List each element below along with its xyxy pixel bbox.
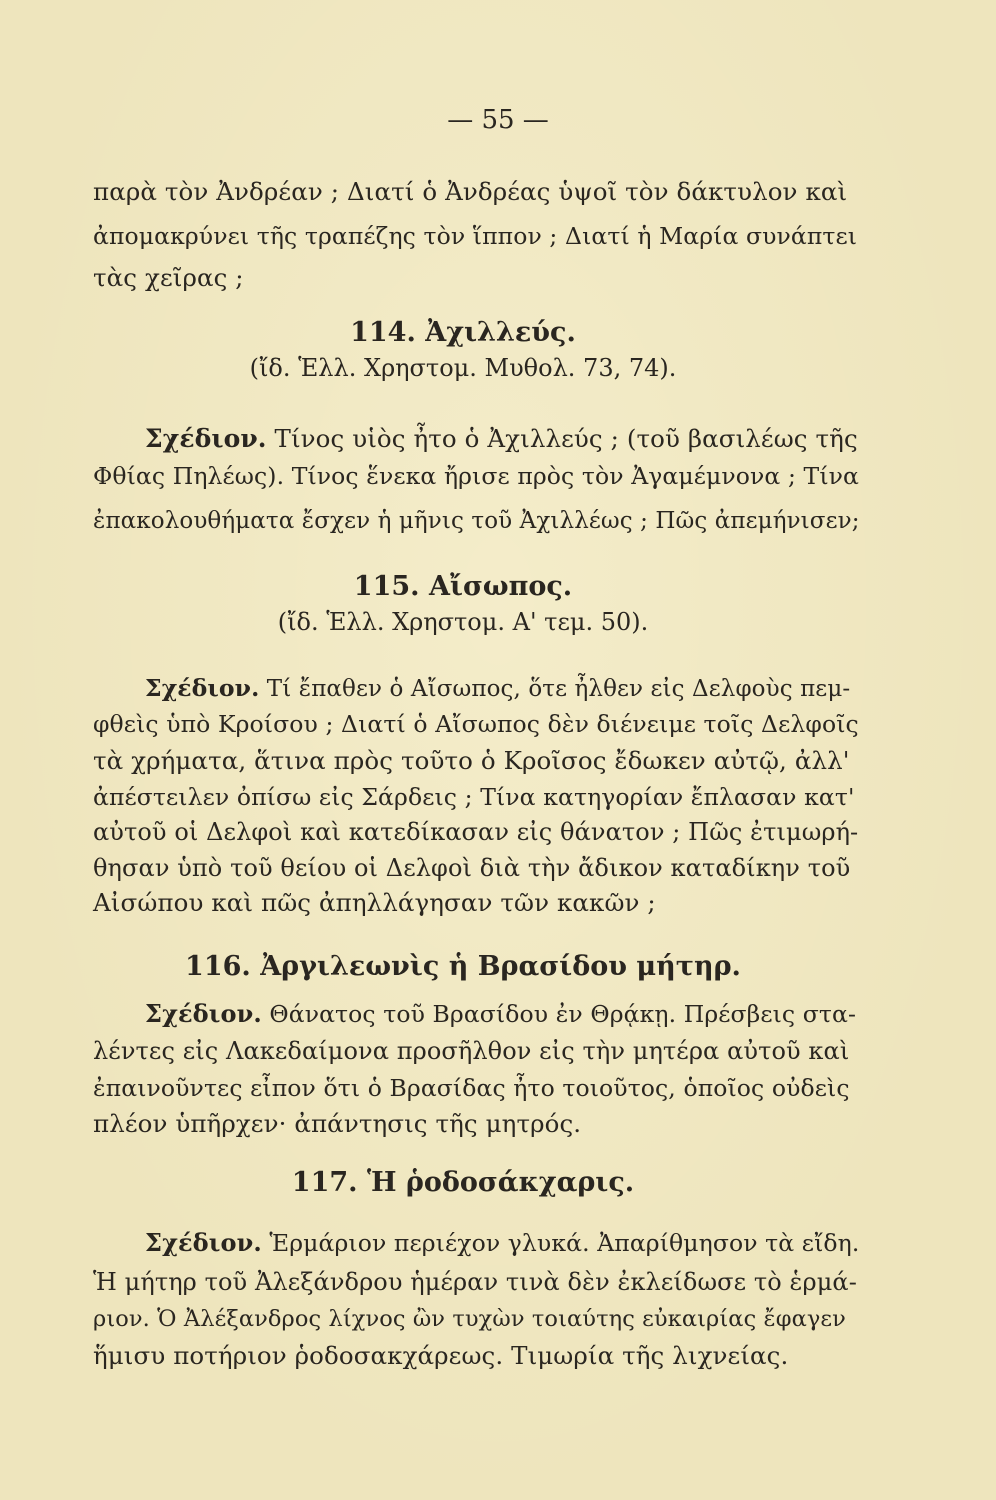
text-line: λέντες εἰς Λακεδαίμονα προσῆλθον εἰς τὴν μητέρα αὐτοῦ καὶ: [93, 1037, 850, 1065]
text-line: πλέον ὑπῆρχεν· ἀπάντησις τῆς μητρός.: [93, 1109, 582, 1138]
section-title-116: 116. Ἀργιλεωνὶς ἡ Βρασίδου μήτηρ.: [185, 951, 741, 982]
text-line: Αἰσώπου καὶ πῶς ἀπηλλάγησαν τῶν κακῶν ;: [93, 888, 656, 917]
text-line: φθεὶς ὑπὸ Κροίσου ; Διατί ὁ Αἴσωπος δὲν διένειμε τοῖς Δελφοῖς: [93, 710, 859, 738]
text-line: θησαν ὑπὸ τοῦ θείου οἱ Δελφοὶ διὰ τὴν ἄδικον καταδίκην τοῦ: [93, 854, 851, 882]
text-line: ἥμισυ ποτήριον ῥοδοσακχάρεως. Τιμωρία τῆς λιχνείας.: [93, 1341, 789, 1370]
section-source-114: (ἴδ. Ἑλλ. Χρηστομ. Μυθολ. 73, 74).: [249, 354, 677, 382]
text-line: Ἡ μήτηρ τοῦ Ἀλεξάνδρου ἡμέραν τινὰ δὲν ἐκλείδωσε τὸ ἑρμά-: [93, 1268, 857, 1296]
section-title-115: 115. Αἴσωπος.: [353, 571, 573, 602]
text-line: ἐπακολουθήματα ἔσχεν ἡ μῆνις τοῦ Ἀχιλλέως ; Πῶς ἀπεμήνισεν;: [93, 508, 860, 534]
paragraph-first-line: [145, 672, 850, 705]
text-line: Θάνατος τοῦ Βρασίδου ἐν Θρᾴκῃ. Πρέσβεις στα-: [269, 1000, 857, 1028]
text-line: Τίνος υἱὸς ἦτο ὁ Ἀχιλλεύς ; (τοῦ βασιλέως τῆς: [274, 424, 858, 453]
paragraph-first-line: [145, 1227, 859, 1259]
text-line: τὰ χρήματα, ἅτινα πρὸς τοῦτο ὁ Κροῖσος ἔδωκεν αὐτῷ, ἀλλ': [93, 746, 850, 775]
section-source-115: (ἴδ. Ἑλλ. Χρηστομ. Α' τεμ. 50).: [277, 608, 649, 636]
text-line: ἀπέστειλεν ὀπίσω εἰς Σάρδεις ; Τίνα κατηγορίαν ἔπλασαν κατ': [93, 783, 855, 811]
text-line: ριον. Ὁ Ἀλέξανδρος λίχνος ὢν τυχὼν τοιαύτης εὐκαιρίας ἔφαγεν: [93, 1306, 846, 1332]
sxedion-label: Σχέδιον.: [145, 999, 262, 1028]
text-line: Ἑρμάριον περιέχον γλυκά. Ἀπαρίθμησον τὰ εἴδη.: [269, 1229, 860, 1257]
text-line: τὰς χεῖρας ;: [93, 263, 244, 292]
section-title-117: 117. Ἡ ῥοδοσάκχαρις.: [291, 1167, 635, 1198]
sxedion-label: Σχέδιον.: [145, 424, 267, 453]
page-number: — 55 —: [447, 105, 549, 135]
paragraph-first-line: [145, 423, 858, 455]
text-line: παρὰ τὸν Ἀνδρέαν ; Διατί ὁ Ἀνδρέας ὑψοῖ τὸν δάκτυλον καὶ: [93, 177, 848, 206]
text-line: Τί ἔπαθεν ὁ Αἴσωπος, ὅτε ἦλθεν εἰς Δελφοὺς πεμ-: [266, 676, 851, 702]
sxedion-label: Σχέδιον.: [145, 674, 260, 702]
text-line: ἀπομακρύνει τῆς τραπέζης τὸν ἵππον ; Διατί ἡ Μαρία συνάπτει: [93, 222, 858, 250]
text-line: ἐπαινοῦντες εἶπον ὅτι ὁ Βρασίδας ἦτο τοιοῦτος, ὁποῖος οὐδεὶς: [93, 1074, 850, 1102]
text-line: Φθίας Πηλέως). Τίνος ἕνεκα ἤρισε πρὸς τὸν Ἀγαμέμνονα ; Τίνα: [93, 462, 859, 490]
section-title-114: 114. Ἀχιλλεύς.: [350, 317, 576, 348]
text-line: αὐτοῦ οἱ Δελφοὶ καὶ κατεδίκασαν εἰς θάνατον ; Πῶς ἐτιμωρή-: [93, 818, 859, 846]
paragraph-first-line: [145, 998, 856, 1030]
sxedion-label: Σχέδιον.: [145, 1228, 262, 1257]
